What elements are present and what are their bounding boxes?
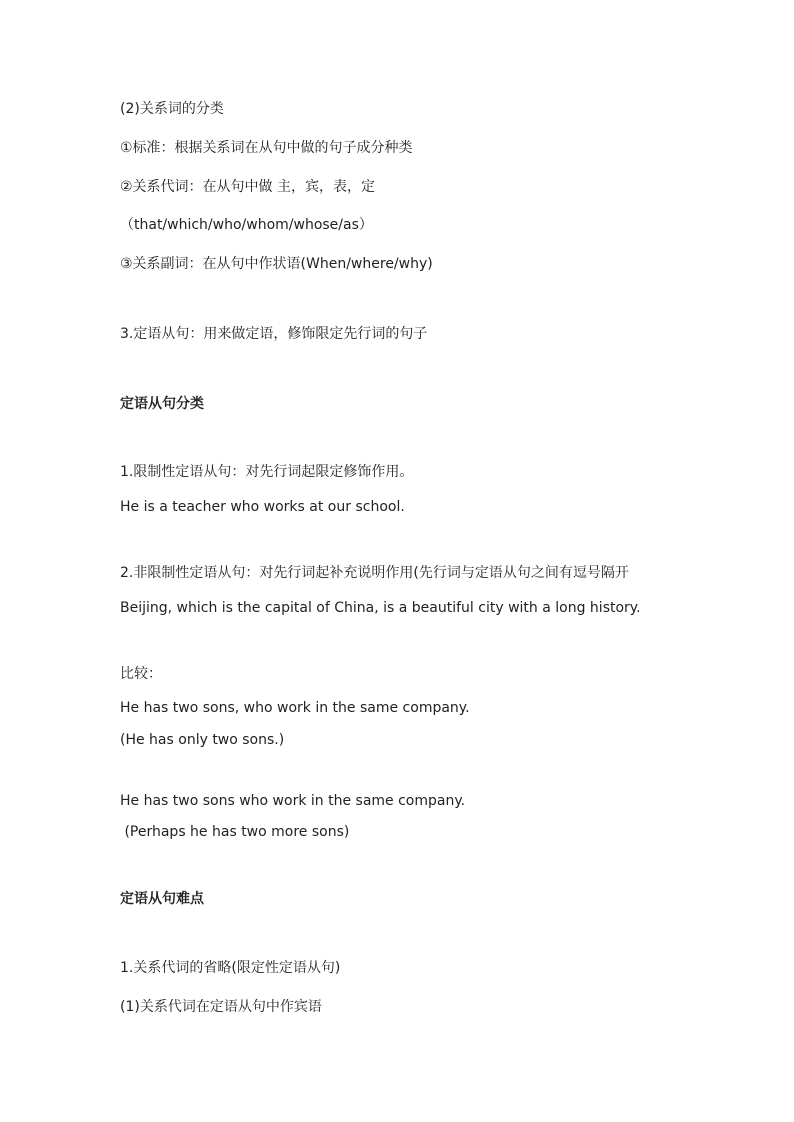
attributive-clause-definition: 3.定语从句：用来做定语，修饰限定先行词的句子	[120, 326, 428, 342]
relative-pronoun-as-object: (1)关系代词在定语从句中作宾语	[120, 999, 322, 1015]
heading-attributive-clause-types: 定语从句分类	[120, 396, 204, 412]
restrictive-clause-example: He is a teacher who works at our school.	[120, 499, 405, 515]
restrictive-clause-definition: 1.限制性定语从句：对先行词起限定修饰作用。	[120, 464, 414, 480]
comparison-label: 比较：	[120, 666, 162, 682]
comparison-example-2: He has two sons who work in the same company.	[120, 793, 466, 809]
relative-adverb-definition: ③关系副词：在从句中作状语(When/where/why)	[120, 256, 433, 272]
heading-attributive-clause-difficulties: 定语从句难点	[120, 891, 204, 907]
relative-pronoun-definition: ②关系代词：在从句中做 主，宾，表，定	[120, 179, 375, 195]
section-heading-relative-word-classification: (2)关系词的分类	[120, 101, 224, 117]
comparison-note-1: (He has only two sons.)	[120, 732, 285, 748]
relative-pronoun-list: （that/which/who/whom/whose/as）	[120, 217, 373, 233]
comparison-note-2: (Perhaps he has two more sons)	[120, 824, 350, 840]
relative-pronoun-omission: 1.关系代词的省略(限定性定语从句)	[120, 960, 341, 976]
comparison-example-1: He has two sons, who work in the same company.	[120, 700, 470, 716]
classification-standard: ①标准：根据关系词在从句中做的句子成分种类	[120, 140, 413, 156]
nonrestrictive-clause-definition: 2.非限制性定语从句：对先行词起补充说明作用(先行词与定语从句之间有逗号隔开	[120, 565, 629, 581]
nonrestrictive-clause-example: Beijing, which is the capital of China, is a beautiful city with a long history.	[120, 600, 641, 616]
